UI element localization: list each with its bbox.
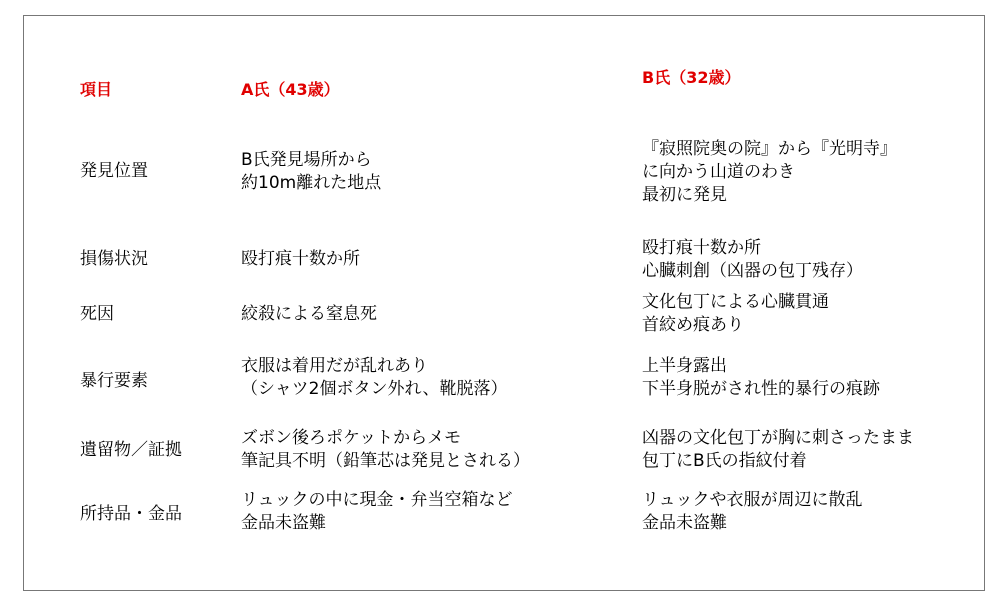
row-a-evidence <box>241 427 530 473</box>
text-line: 凶器の文化包丁が胸に刺さったまま <box>642 428 914 448</box>
row-label-cause-of-death: 死因 <box>80 304 114 324</box>
text-line: 文化包丁による心臓貫通 <box>642 292 829 312</box>
text-line: 下半身脱がされ性的暴行の痕跡 <box>642 379 880 399</box>
text-line: 包丁にB氏の指紋付着 <box>642 451 807 471</box>
text-line: 金品未盗難 <box>642 513 727 533</box>
row-a-cause-of-death <box>241 303 377 326</box>
text-line: リュックや衣服が周辺に散乱 <box>642 490 863 510</box>
text-line: 絞殺による窒息死 <box>241 304 377 324</box>
text-line: 心臓刺創（凶器の包丁残存） <box>642 261 863 281</box>
row-a-discovery-location <box>241 149 381 195</box>
row-b-discovery-location <box>642 138 897 207</box>
row-a-injury-status <box>241 248 360 271</box>
text-line: 最初に発見 <box>642 185 727 205</box>
text-line: ズボン後ろポケットからメモ <box>241 428 462 448</box>
text-line: 約10m離れた地点 <box>241 173 382 193</box>
row-label-discovery-location: 発見位置 <box>80 161 148 181</box>
row-b-injury-status <box>642 237 863 283</box>
header-person-b: B氏（32歳） <box>642 68 741 87</box>
row-label-injury-status: 損傷状況 <box>80 249 148 269</box>
text-line: 殴打痕十数か所 <box>241 249 360 269</box>
row-label-assault-elements: 暴行要素 <box>80 371 148 391</box>
row-label-belongings: 所持品・金品 <box>80 504 182 524</box>
text-line: に向かう山道のわき <box>642 162 795 182</box>
row-b-belongings <box>642 489 863 535</box>
text-line: 筆記具不明（鉛筆芯は発見とされる） <box>241 451 530 471</box>
row-a-assault-elements <box>241 355 508 401</box>
text-line: リュックの中に現金・弁当空箱など <box>241 490 513 510</box>
text-line: 衣服は着用だが乱れあり <box>241 356 428 376</box>
text-line: 『寂照院奥の院』から『光明寺』 <box>642 139 897 159</box>
text-line: （シャツ2個ボタン外れ、靴脱落） <box>241 379 508 399</box>
row-a-belongings <box>241 489 513 535</box>
text-line: 首絞め痕あり <box>642 315 744 335</box>
row-b-assault-elements <box>642 355 880 401</box>
header-item: 項目 <box>80 80 113 99</box>
text-line: 金品未盗難 <box>241 513 326 533</box>
header-person-a: A氏（43歳） <box>241 80 340 99</box>
row-b-evidence <box>642 427 914 473</box>
text-line: 殴打痕十数か所 <box>642 238 761 258</box>
row-label-evidence: 遺留物／証拠 <box>80 440 182 460</box>
text-line: 上半身露出 <box>642 356 727 376</box>
text-line: B氏発見場所から <box>241 150 372 170</box>
row-b-cause-of-death <box>642 291 829 337</box>
